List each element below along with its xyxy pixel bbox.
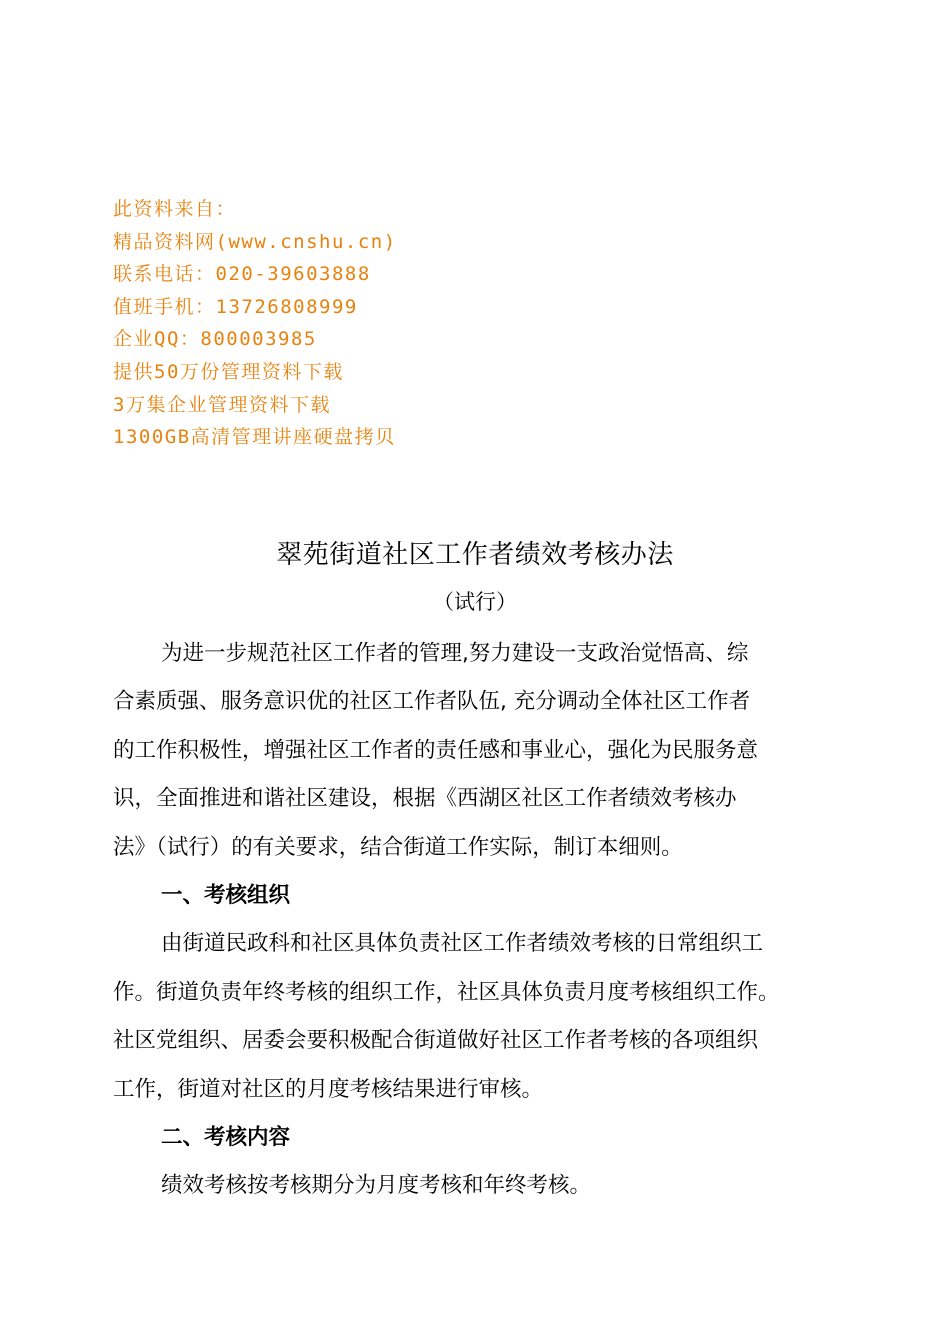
source-line-phone: 联系电话：020-39603888 — [113, 263, 371, 286]
intro-paragraph-line: 合素质强、服务意识优的社区工作者队伍, 充分调动全体社区工作者 — [113, 689, 751, 715]
intro-paragraph-line: 为进一步规范社区工作者的管理,努力建设一支政治觉悟高、综 — [161, 641, 749, 666]
intro-paragraph-line: 的工作积极性，增强社区工作者的责任感和事业心，强化为民服务意 — [113, 737, 759, 763]
source-line-website: 精品资料网(www.cnshu.cn) — [113, 230, 397, 253]
content-paragraph-line: 绩效考核按考核期分为月度考核和年终考核。 — [161, 1173, 592, 1199]
source-line-origin: 此资料来自： — [113, 198, 237, 220]
document-title: 翠苑街道社区工作者绩效考核办法 — [276, 540, 674, 570]
source-line-offer-2: 3万集企业管理资料下载 — [113, 393, 331, 416]
organization-paragraph-line: 作。街道负责年终考核的组织工作，社区具体负责月度考核组织工作。 — [113, 979, 780, 1005]
section-heading-content: 二、考核内容 — [161, 1124, 291, 1150]
organization-paragraph-line: 由街道民政科和社区具体负责社区工作者绩效考核的日常组织工 — [161, 931, 764, 957]
organization-paragraph-line: 社区党组织、居委会要积极配合街道做好社区工作者考核的各项组织 — [113, 1028, 759, 1054]
intro-paragraph-line: 识，全面推进和谐社区建设，根据《西湖区社区工作者绩效考核办 — [113, 786, 737, 812]
source-line-mobile: 值班手机：13726808999 — [113, 295, 358, 318]
source-line-offer-1: 提供50万份管理资料下载 — [113, 360, 344, 383]
source-line-offer-3: 1300GB高清管理讲座硬盘拷贝 — [113, 426, 396, 449]
section-heading-organization: 一、考核组织 — [161, 882, 291, 908]
organization-paragraph-line: 工作，街道对社区的月度考核结果进行审核。 — [113, 1076, 544, 1102]
source-line-qq: 企业QQ：800003985 — [113, 328, 317, 351]
intro-paragraph-line: 法》（试行）的有关要求，结合街道工作实际，制订本细则。 — [113, 834, 683, 860]
document-subtitle: （试行） — [433, 590, 517, 614]
document-body — [113, 630, 848, 1211]
source-info-block — [113, 193, 713, 454]
